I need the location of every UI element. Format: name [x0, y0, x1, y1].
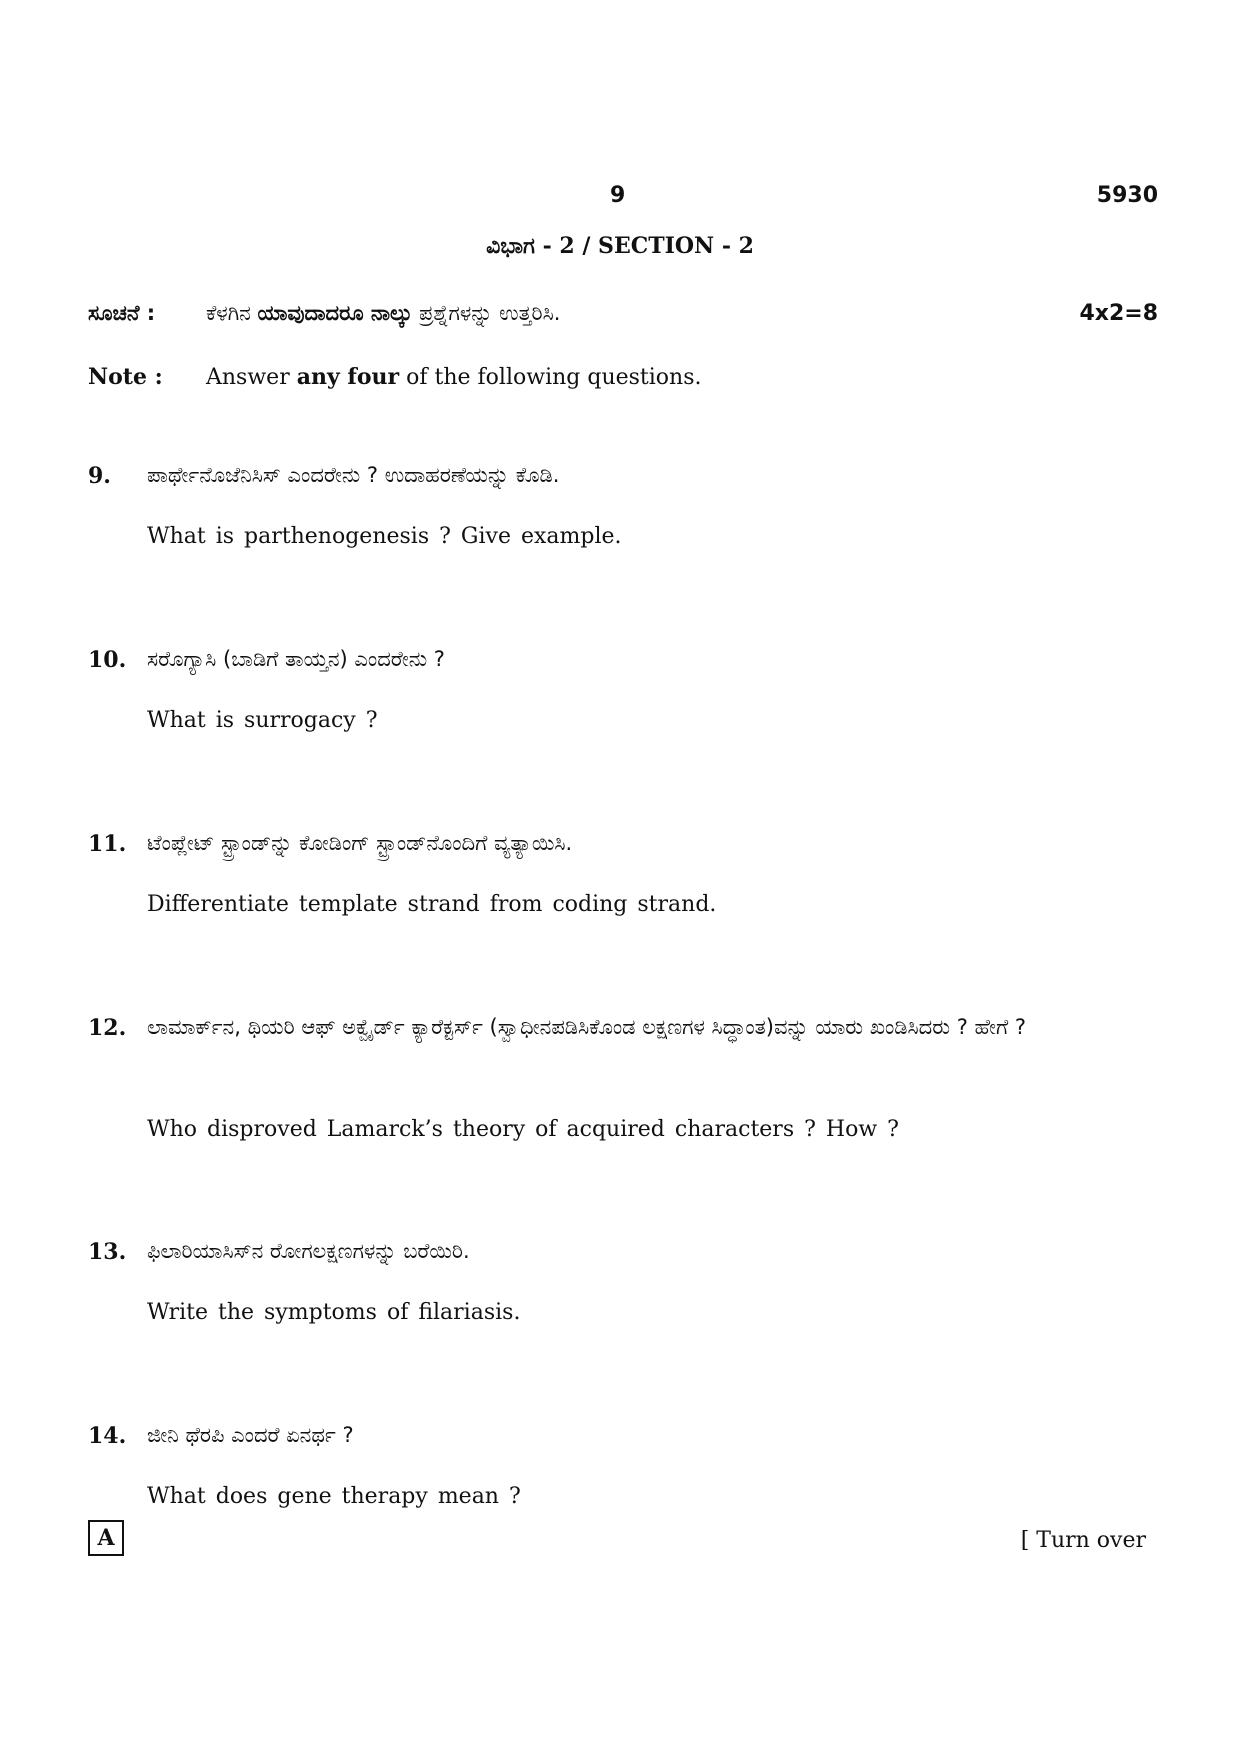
question-number: 13.	[88, 1239, 127, 1265]
turn-over-label: [ Turn over	[1020, 1528, 1146, 1553]
question-kannada: ಪಾರ್ಥೇನೊಜೆನಿಸಿಸ್ ಎಂದರೇನು ? ಉದಾಹರಣೆಯನ್ನು ಕೊಡಿ.	[147, 463, 560, 487]
question-number: 10.	[88, 647, 127, 673]
section-marks: 4x2=8	[1079, 301, 1158, 326]
note-emphasis: any four	[296, 364, 400, 390]
question-number: 11.	[88, 831, 127, 857]
kannada-instruction-text: ಕೆಳಗಿನ ಯಾವುದಾದರೂ ನಾಲ್ಕು ಪ್ರಶ್ನೆಗಳನ್ನು ಉತ್ತರಿಸಿ.	[206, 301, 561, 325]
question-kannada: ಲಾಮಾರ್ಕ್‌ನ, ಥಿಯರಿ ಆಫ್ ಅಕ್ವೈರ್ಡ್ ಕ್ಯಾರೆಕ್ಟರ್ಸ್ (ಸ್ವಾಧೀನಪಡಿಸಿಕೊಂಡ ಲಕ್ಷಣಗಳ ಸಿದ್ಧಾಂತ)ವನ್ನು ಯಾರು ಖಂಡಿಸಿದರು ? ಹೇಗೆ ?	[147, 1015, 1026, 1039]
paper-code: 5930	[1096, 183, 1158, 208]
question-english: Differentiate template strand from coding strand.	[147, 892, 717, 917]
question-english: What does gene therapy mean ?	[147, 1484, 521, 1509]
note-text: Answer any four of the following questions.	[206, 364, 702, 390]
question-number: 9.	[88, 463, 111, 489]
kannada-instruction-emphasis: ಯಾವುದಾದರೂ ನಾಲ್ಕು	[257, 301, 413, 325]
question-kannada: ಫಿಲಾರಿಯಾಸಿಸ್‌ನ ರೋಗಲಕ್ಷಣಗಳನ್ನು ಬರೆಯಿರಿ.	[147, 1239, 470, 1263]
version-box: A	[88, 1520, 124, 1556]
page-number: 9	[610, 183, 626, 208]
question-english: Write the symptoms of filariasis.	[147, 1300, 521, 1325]
question-english: What is surrogacy ?	[147, 708, 378, 733]
kannada-instruction-label: ಸೂಚನೆ :	[88, 301, 156, 325]
question-number: 14.	[88, 1423, 127, 1449]
section-heading: ವಿಭಾಗ - 2 / SECTION - 2	[486, 233, 754, 259]
question-kannada: ಟೆಂಪ್ಲೇಟ್ ಸ್ಟ್ರಾಂಡ್‌ನ್ನು ಕೋಡಿಂಗ್ ಸ್ಟ್ರಾಂಡ್‌ನೊಂದಿಗೆ ವ್ಯತ್ಯಾಯಿಸಿ.	[147, 831, 573, 855]
question-kannada: ಜೀನಿ ಥೆರಪಿ ಎಂದರೆ ಏನರ್ಥ ?	[147, 1423, 354, 1447]
question-kannada: ಸರೊಗ್ಯಾಸಿ (ಬಾಡಿಗೆ ತಾಯ್ತನ) ಎಂದರೇನು ?	[147, 647, 445, 671]
question-english: Who disproved Lamarck’s theory of acquired characters ? How ?	[147, 1117, 899, 1142]
question-english: What is parthenogenesis ? Give example.	[147, 524, 622, 549]
note-label: Note :	[88, 364, 163, 390]
question-number: 12.	[88, 1015, 127, 1041]
